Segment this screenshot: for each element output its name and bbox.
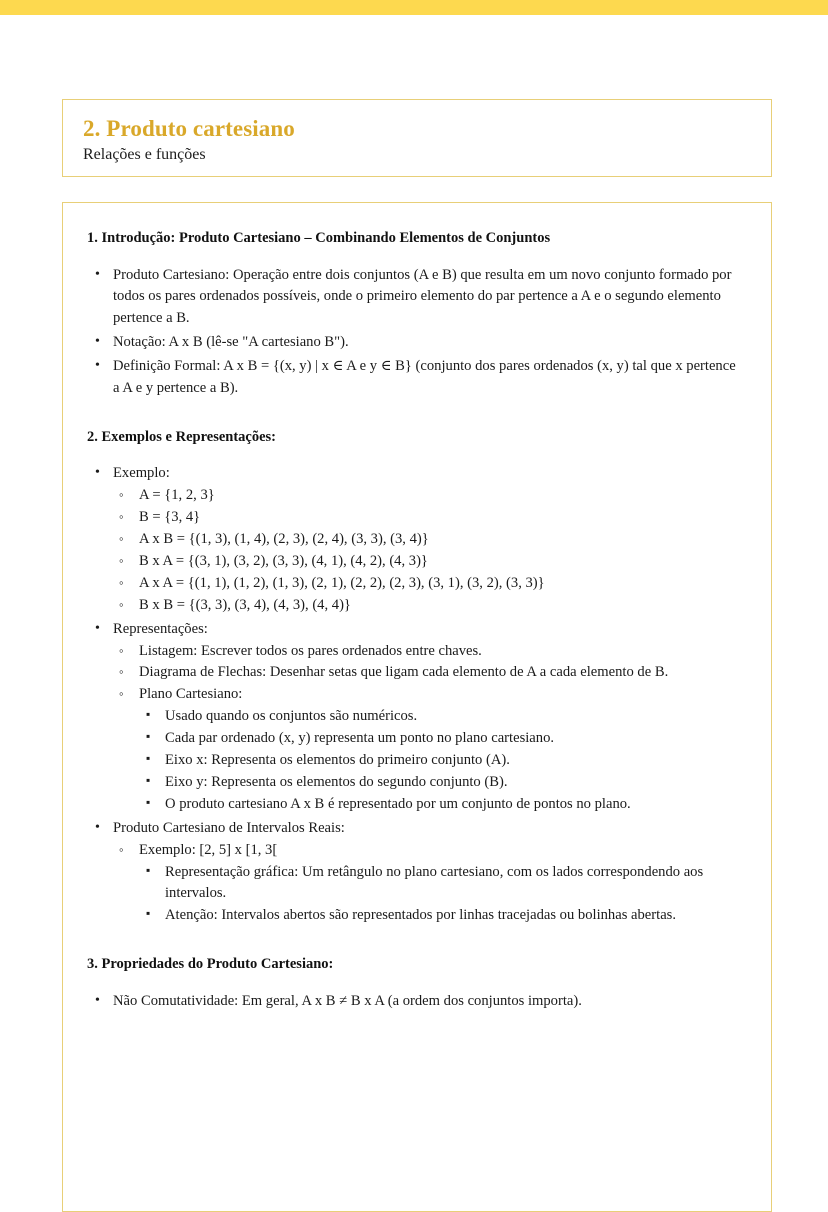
top-accent-band <box>0 0 828 15</box>
list-item-text: Notação: A x B (lê-se "A cartesiano B"). <box>113 334 349 351</box>
subsublist <box>139 706 743 815</box>
list-item <box>113 662 743 684</box>
list-item <box>139 750 743 772</box>
list-item-text: Plano Cartesiano: <box>139 686 243 703</box>
subsublist <box>139 862 743 928</box>
list-item-text: A x A = {(1, 1), (1, 2), (1, 3), (2, 1), (2, 2), (2, 3), (3, 1), (3, 2), (3, 3)} <box>139 574 545 591</box>
list-item-text: Definição Formal: A x B = {(x, y) | x ∈ A e y ∈ B} (conjunto dos pares ordenados (x, y) tal que x pertence a A e y pertence a B). <box>113 358 736 397</box>
list-item-text: Exemplo: [2, 5] x [1, 3[ <box>139 841 278 858</box>
bullet-list <box>87 265 743 400</box>
list-item <box>113 529 743 551</box>
list-item <box>113 595 743 617</box>
list-item-text: Não Comutatividade: Em geral, A x B ≠ B x A (a ordem dos conjuntos importa). <box>113 992 582 1009</box>
list-item <box>113 684 743 815</box>
page-subtitle: Relações e funções <box>83 146 206 164</box>
list-item-text: O produto cartesiano A x B é representado por um conjunto de pontos no plano. <box>165 795 631 812</box>
list-item-text: Eixo y: Representa os elementos do segundo conjunto (B). <box>165 773 508 790</box>
list-item <box>113 485 743 507</box>
list-item <box>113 551 743 573</box>
section-heading: 2. Exemplos e Representações: <box>87 428 277 445</box>
list-item-text: Cada par ordenado (x, y) representa um ponto no plano cartesiano. <box>165 730 555 747</box>
sublist <box>113 840 743 928</box>
list-item-text: B x B = {(3, 3), (3, 4), (4, 3), (4, 4)} <box>139 596 351 613</box>
section-exemplos <box>87 428 743 927</box>
list-item <box>139 772 743 794</box>
list-item <box>139 706 743 728</box>
list-item <box>113 840 743 928</box>
list-item <box>113 641 743 663</box>
bullet-list <box>87 991 743 1013</box>
list-item <box>87 332 743 354</box>
section-propriedades <box>87 955 743 1012</box>
sublist <box>113 485 743 616</box>
section-heading: 3. Propriedades do Produto Cartesiano: <box>87 956 334 973</box>
list-item-text: Usado quando os conjuntos são numéricos. <box>165 708 418 725</box>
list-item <box>139 728 743 750</box>
list-item-text: A = {1, 2, 3} <box>139 487 215 504</box>
list-item-text: Representação gráfica: Um retângulo no plano cartesiano, com os lados correspondendo aos intervalos. <box>165 863 704 902</box>
list-item <box>139 794 743 816</box>
list-item <box>113 573 743 595</box>
document-content-card <box>62 202 772 1212</box>
list-item <box>87 356 743 400</box>
list-item-text: Produto Cartesiano de Intervalos Reais: <box>113 819 345 836</box>
list-item <box>139 862 743 906</box>
list-item-text: B x A = {(3, 1), (3, 2), (3, 3), (4, 1), (4, 2), (4, 3)} <box>139 553 428 570</box>
list-item-text: Representações: <box>113 620 208 637</box>
list-item <box>87 619 743 816</box>
list-item <box>139 905 743 927</box>
list-item-text: A x B = {(1, 3), (1, 4), (2, 3), (2, 4), (3, 3), (3, 4)} <box>139 531 429 548</box>
bullet-list <box>87 463 743 927</box>
page-title: 2. Produto cartesiano <box>83 116 295 141</box>
list-item-text: Exemplo: <box>113 465 170 482</box>
list-item-text: Diagrama de Flechas: Desenhar setas que ligam cada elemento de A a cada elemento de B. <box>139 664 669 681</box>
list-item-text: Eixo x: Representa os elementos do primeiro conjunto (A). <box>165 752 510 769</box>
list-item-text: Atenção: Intervalos abertos são representados por linhas tracejadas ou bolinhas abertas. <box>165 907 677 924</box>
document-header-card <box>62 99 772 177</box>
list-item-text: B = {3, 4} <box>139 509 201 526</box>
list-item <box>87 991 743 1013</box>
list-item <box>113 507 743 529</box>
list-item-text: Produto Cartesiano: Operação entre dois conjuntos (A e B) que resulta em um novo conjunto formado por todos os pares ordenados possíveis, onde o primeiro elemento do par pertence a A e o segundo elemento pertence a B. <box>113 266 732 327</box>
sublist <box>113 641 743 816</box>
list-item <box>87 818 743 927</box>
section-heading: 1. Introdução: Produto Cartesiano – Combinando Elementos de Conjuntos <box>87 230 551 246</box>
list-item-text: Listagem: Escrever todos os pares ordenados entre chaves. <box>139 642 482 659</box>
list-item <box>87 265 743 331</box>
list-item <box>87 463 743 616</box>
section-introducao <box>87 229 743 400</box>
